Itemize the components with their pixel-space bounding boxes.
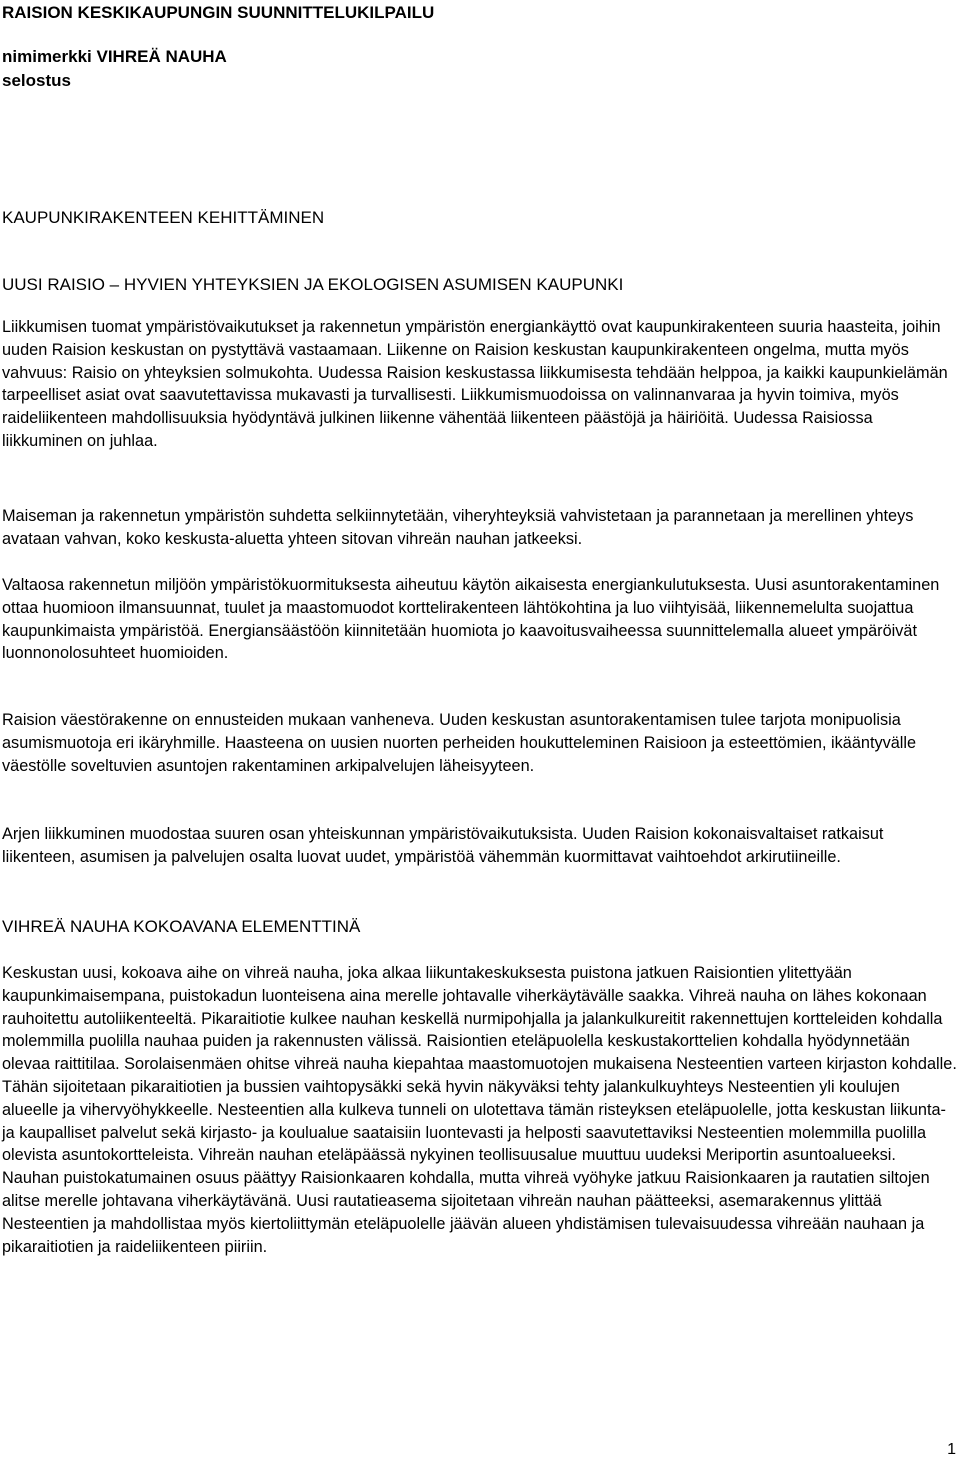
paragraph-liikkuminen: Liikkumisen tuomat ympäristövaikutukset ja rakennetun ympäristön energiankäyttö ovat kaupunkirakenteen suuria haasteita, joihin uuden Raision keskustan on pystyttävä vastaamaan. Liikenne on Raision keskustan kaupunkirakenteen ongelma, mutta myös vahvuus: Raisio on yhteyksien solmukohta. Uudessa Raision keskustassa liikkumisesta tehdään helppoa, ja kaikki kaupunkielämän tarpeelliset asiat ovat saavutettavissa mukavasti ja turvallisesti. Liikkumismuodoissa on valinnanvaraa ja hyvin toimiva, myös raideliikenteen mahdollisuuksia hyödyntävä julkinen liikenne vähentää liikenteen päästöjä ja häiriöitä. Uudessa Raisiossa liikkuminen on juhlaa. <box>2 318 948 450</box>
paragraph-arjen-liikkuminen: Arjen liikkuminen muodostaa suuren osan yhteiskunnan ympäristövaikutuksista. Uuden Raision kokonaisvaltaiset ratkaisut liikenteen, asumisen ja palvelujen osalta luovat uudet, ympäristöä vähemmän kuormittavat vaihtoehdot arkirutiineille. <box>2 825 884 866</box>
document-title: RAISION KESKIKAUPUNGIN SUUNNITTELUKILPAILU <box>2 3 435 22</box>
paragraph-maisema: Maiseman ja rakennetun ympäristön suhdetta selkiinnytetään, viheryhteyksiä vahvistetaan ja parannetaan ja merellinen yhteys avataan vahvan, koko keskusta-aluetta yhteen sitovan vihreän nauhan jatkeeksi. <box>2 507 914 548</box>
section-heading-uusi-raisio: UUSI RAISIO – HYVIEN YHTEYKSIEN JA EKOLOGISEN ASUMISEN KAUPUNKI <box>2 275 624 294</box>
paragraph-vihrea-nauha: Keskustan uusi, kokoava aihe on vihreä nauha, joka alkaa liikuntakeskuksesta puistona jatkuen Raisiontien ylitettyään kaupunkimaisempana, puistokadun luonteisena aina merelle johtavalle viherkäytävälle saakka. Vihreä nauha on lähes kokonaan rauhoitettu autoliikenteeltä. Pikaraitiotie kulkee nauhan keskellä nurmipohjalla ja jalankulkureitit rakennettujen kortteleiden kohdalla molemmilla puolilla nauhaa puiden ja rakennusten välissä. Raisiontien eteläpuolella keskustakorttelien kohdalla hyödynnetään olevaa raittitilaa. Sorolaisenmäen ohitse vihreä nauha kiepahtaa maastomuotojen mukaisena Nesteentien varteen kirjaston kohdalle. Tähän sijoitetaan pikaraitiotien ja bussien vaihtopysäkki sekä hyvin näkyväksi tehty jalankulkuyhteys Nesteentien yli koulujen alueelle ja vihervyöhykkeelle. Nesteentien alla kulkeva tunneli on ulotettava tämän risteyksen eteläpuolelle, jotta keskustan liikunta- ja kaupalliset palvelut sekä kirjasto- ja koulualue saataisiin luontevasti ja helposti saavutettaviksi Nesteentien molemmilla puolilla olevista asuntokortteleista. Vihreän nauhan eteläpäässä nykyinen teollisuusalue muuttuu uudeksi Meriportin asuntoalueeksi. Nauhan puistokatumainen osuus päättyy Raisionkaaren kohdalla, mutta vihreä vyöhyke jatkuu Raisionkaaren ja rautatien siltojen alitse merelle johtavana viherkäytävänä. Uusi rautatieasema sijoitetaan vihreän nauhan päätteeksi, asemarakennus ylittää Nesteentien ja mahdollistaa myös kiertoliittymän eteläpuolelle jäävän alueen yhdistämisen tulevaisuudessa vihreään nauhaan ja pikaraitiotien ja raideliikenteen piiriin. <box>2 964 957 1256</box>
paragraph-energia: Valtaosa rakennetun miljöön ympäristökuormituksesta aiheutuu käytön aikaisesta energiankulutuksesta. Uusi asuntorakentaminen ottaa huomioon ilmansuunnat, tuulet ja maastomuodot korttelirakenteen lähtökohtina ja luo viihtyisää, liikennemelulta suojattua kaupunkimaista ympäristöä. Energiansäästöön kiinnitetään huomiota jo kaavoitusvaiheessa suunnittelemalla alueet ympäröivät luonnonolosuhteet huomioiden. <box>2 576 940 663</box>
document-subtitle: selostus <box>2 71 71 90</box>
section-heading-kaupunkirakenne: KAUPUNKIRAKENTEEN KEHITTÄMINEN <box>2 208 325 227</box>
paragraph-vaestorakenne: Raision väestörakenne on ennusteiden mukaan vanheneva. Uuden keskustan asuntorakentamisen tulee tarjota monipuolisia asumismuotoja eri ikäryhmille. Haasteena on uusien nuorten perheiden houkutteleminen Raisioon ja esteettömien, ikääntyvälle väestölle soveltuvien asuntojen rakentaminen arkipalvelujen läheisyyteen. <box>2 711 917 775</box>
nickname-line: nimimerkki VIHREÄ NAUHA <box>2 47 227 66</box>
page-number: 1 <box>947 1441 956 1458</box>
section-heading-vihrea-nauha: VIHREÄ NAUHA KOKOAVANA ELEMENTTINÄ <box>2 917 361 936</box>
